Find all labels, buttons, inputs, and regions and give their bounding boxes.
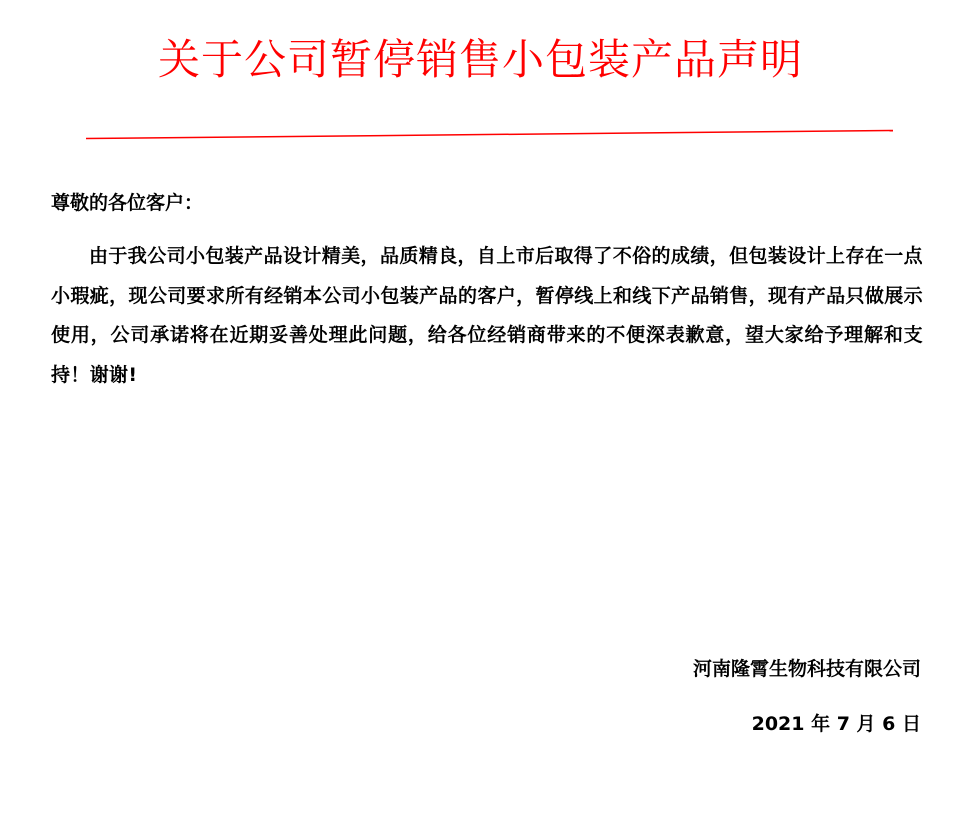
title-divider-line bbox=[0, 0, 961, 160]
greeting: 尊敬的各位客户： bbox=[51, 192, 204, 214]
signature-date: 2021 年 7 月 6 日 bbox=[751, 713, 921, 735]
document-title: 关于公司暂停销售小包装产品声明 bbox=[157, 35, 803, 84]
signature-company: 河南隆霄生物科技有限公司 bbox=[692, 658, 921, 680]
statement-body: 由于我公司小包装产品设计精美，品质精良，自上市后取得了不俗的成绩，但包装设计上存在一点小瑕疵，现公司要求所有经销本公司小包装产品的客户，暂停线上和线下产品销售，现有产品只做展示使用，公司承诺将在近期妥善处理此问题，给各位经销商带来的不便深表歉意，望大家给予理解和支持！谢谢! bbox=[51, 245, 923, 386]
